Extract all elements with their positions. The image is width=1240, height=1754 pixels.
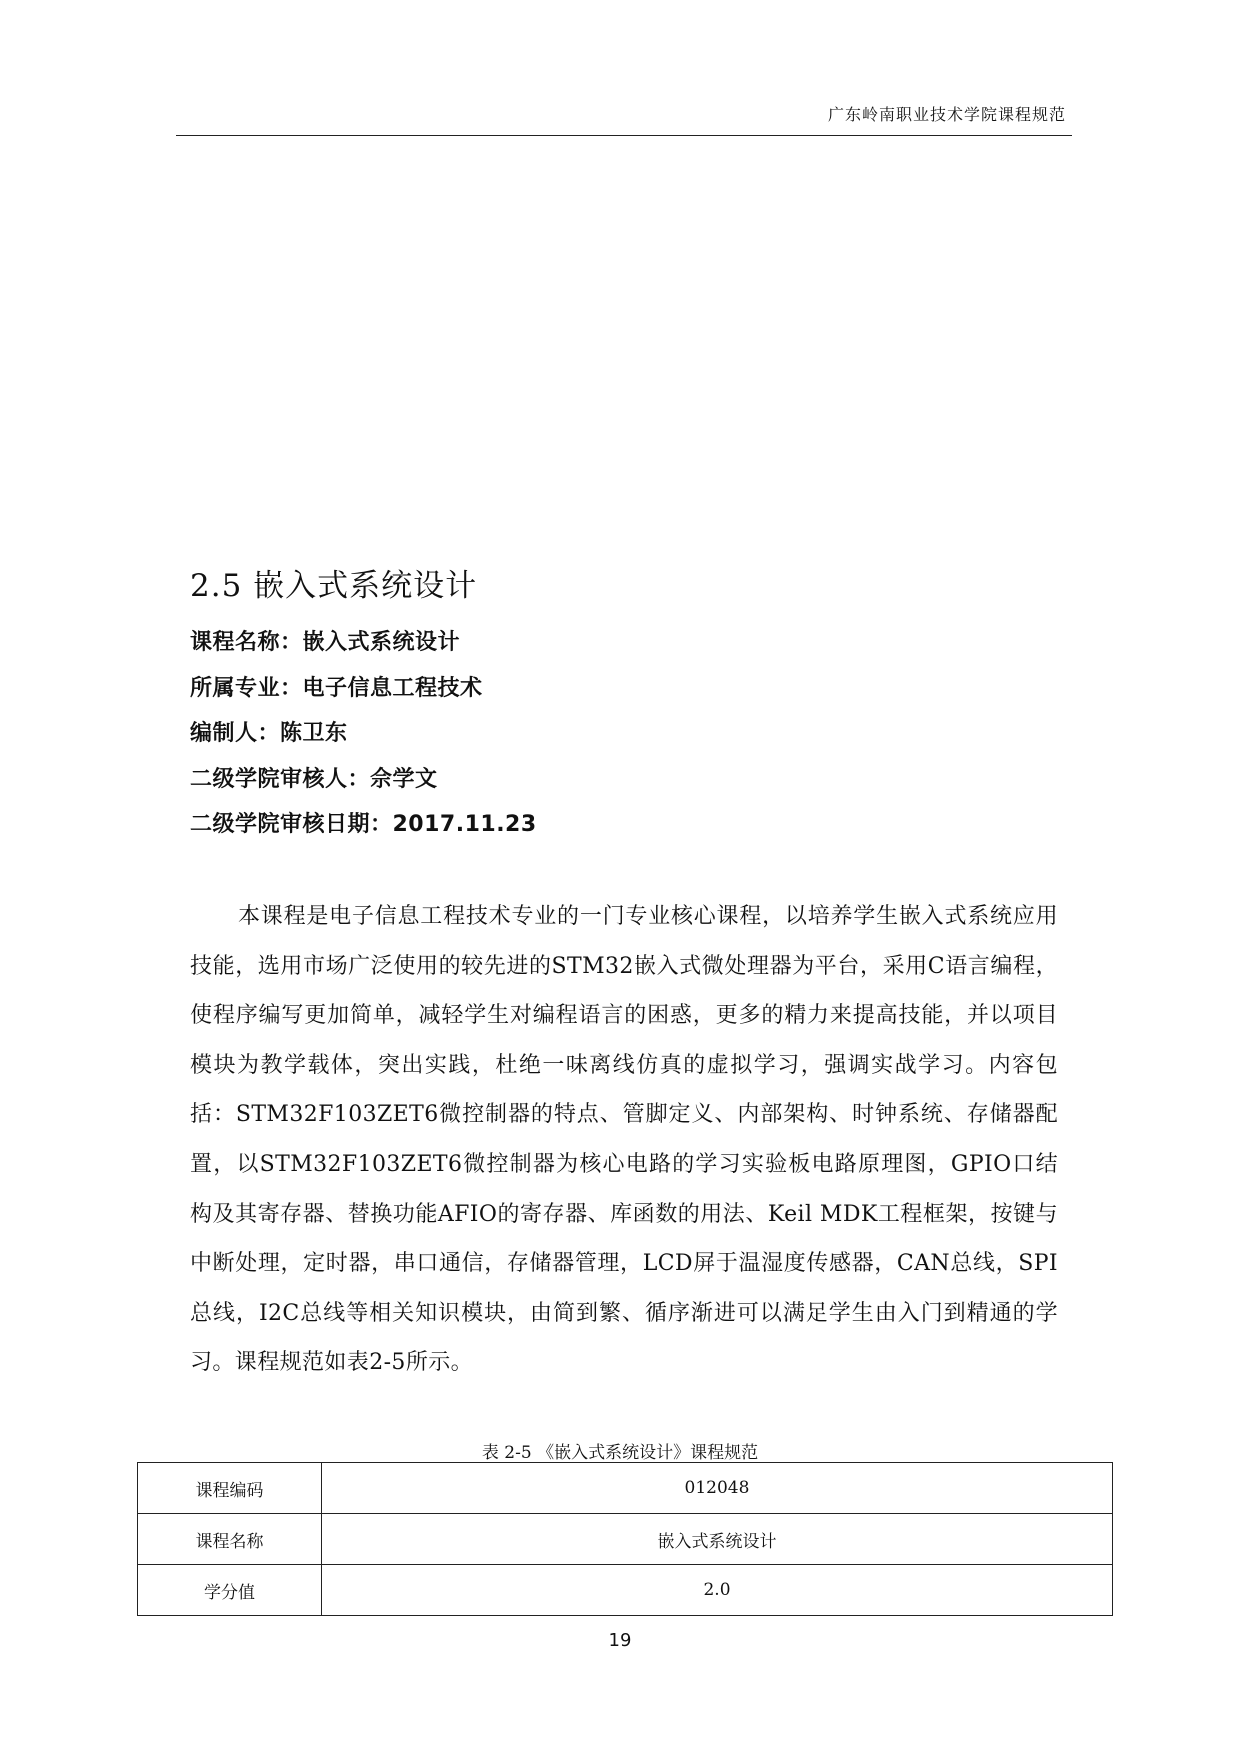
meta-review-date: 二级学院审核日期：2017.11.23 [190, 812, 537, 837]
course-spec-table [137, 1462, 1113, 1616]
table-cell-value: 012048 [322, 1463, 1113, 1514]
table-caption: 表 2-5 《嵌入式系统设计》课程规范 [481, 1443, 759, 1463]
intro-paragraph: 本课程是电子信息工程技术专业的一门专业核心课程，以培养学生嵌入式系统应用技能，选用市场广泛使用的较先进的STM32嵌入式微处理器为平台，采用C语言编程，使程序编写更加简单，减轻学生对编程语言的困惑，更多的精力来提高技能，并以项目模块为教学载体，突出实践，杜绝一味离线仿真的虚拟学习，强调实战学习。内容包括：STM32F103ZET6微控制器的特点、管脚定义、内部架构、时钟系统、存储器配置，以STM32F103ZET6微控制器为核心电路的学习实验板电路原理图，GPIO口结构及其寄存器、替换功能AFIO的寄存器、库函数的用法、Keil MDK工程框架，按键与中断处理，定时器，串口通信，存储器管理，LCD屏于温湿度传感器，CAN总线，SPI总线，I2C总线等相关知识模块，由简到繁、循序渐进可以满足学生由入门到精通的学习。课程规范如表2-5所示。 [190, 904, 1058, 1376]
running-header: 广东岭南职业技术学院课程规范 [827, 105, 1066, 124]
meta-reviewer: 二级学院审核人：佘学文 [190, 766, 438, 792]
table-cell-value: 嵌入式系统设计 [322, 1514, 1113, 1565]
table-cell-key: 学分值 [138, 1565, 322, 1616]
table-cell-value: 2.0 [322, 1565, 1113, 1616]
header-rule [176, 135, 1072, 136]
page-number: 19 [608, 1630, 632, 1651]
meta-course-name: 课程名称：嵌入式系统设计 [190, 630, 461, 655]
table-cell-key: 课程名称 [138, 1514, 322, 1565]
table-cell-key: 课程编码 [138, 1463, 322, 1514]
section-title: 2.5 嵌入式系统设计 [190, 568, 478, 604]
table-row [138, 1565, 1113, 1616]
table-row [138, 1514, 1113, 1565]
meta-major: 所属专业：电子信息工程技术 [190, 675, 483, 701]
table-row [138, 1463, 1113, 1514]
course-meta-list [190, 620, 537, 848]
meta-author: 编制人：陈卫东 [190, 721, 348, 746]
